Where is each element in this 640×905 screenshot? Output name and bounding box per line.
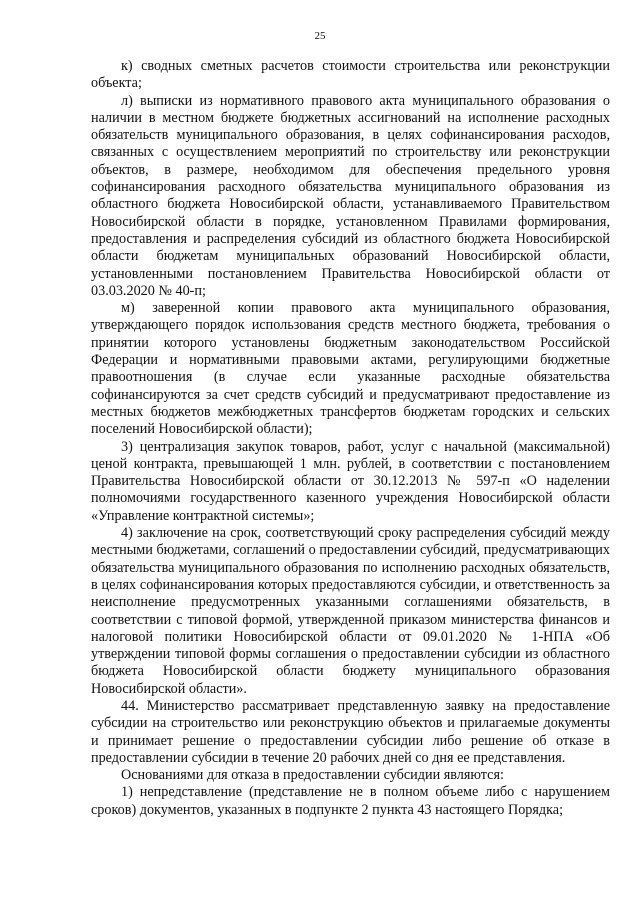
paragraph-k-summary-estimates: к) сводных сметных расчетов стоимости строительства или реконструкции объекта; — [91, 58, 610, 92]
paragraph-refusal-grounds-heading: Основаниями для отказа в предоставлении субсидии являются: — [121, 767, 504, 784]
paragraph-4-subsidy-agreements: 4) заключение на срок, соответствующий сроку распределения субсидий между местными бюджетами, соглашений о предоставлении субсидий, предусматривающих обязательства муниципального образования по исполнению расходных обязательств, в целях софинансирования которых предоставляются субсидии, и ответственность за неисполнение предусмотренных указанными соглашениями обязательств, в соответствии с типовой формой, утвержденной приказом министерства финансов и налоговой политики Новосибирской области от 09.01.2020 № 1-НПА «Об утверждении типовой формы соглашения о предоставлении субсидии из областного бюджета Новосибирской области бюджету муниципального образования Новосибирской области». — [91, 525, 610, 697]
paragraph-refusal-ground-1: 1) непредставление (представление не в полном объеме либо с нарушением сроков) документов, указанных в подпункте 2 пункта 43 настоящего Порядка; — [91, 784, 610, 818]
paragraph-l-budget-extract: л) выписки из нормативного правового акта муниципального образования о наличии в местном бюджете бюджетных ассигнований на исполнение расходных обязательств муниципального образования, в целях софинансирования расходов, связанных с осуществлением мероприятий по строительству или реконструкции объектов, в размере, необходимом для обеспечения предельного уровня софинансирования расходного обязательства муниципального образования из областного бюджета Новосибирской области, устанавливаемого Правительством Новосибирской области в порядке, установленном Правилами формирования, предоставления и распределения субсидий из областного бюджета Новосибирской области бюджетам муниципальных образований Новосибирской области, установленными постановлением Правительства Новосибирской области от 03.03.2020 № 40-п; — [91, 92, 610, 299]
paragraph-44-ministry-review: 44. Министерство рассматривает представленную заявку на предоставление субсидии на строительство или реконструкцию объектов и прилагаемые документы и принимает решение о предоставлении субсидии либо решение об отказе в предоставлении субсидии в течение 20 рабочих дней со дня ее представления. — [91, 697, 610, 766]
document-body — [91, 58, 610, 819]
paragraph-m-legal-act-copy: м) заверенной копии правового акта муниципального образования, утверждающего порядок использования средств местного бюджета, требования о принятии которого установлены бюджетным законодательством Российской Федерации и нормативными правовыми актами, регулирующими бюджетные правоотношения (в случае если указанные расходные обязательства софинансируются за счет средств субсидий и предусматривают предоставление из местных бюджетов межбюджетных трансфертов бюджетам городских и сельских поселений Новосибирской области); — [91, 300, 610, 438]
paragraph-3-procurement-centralization: 3) централизация закупок товаров, работ, услуг с начальной (максимальной) ценой контракта, превышающей 1 млн. рублей, в соответствии с постановлением Правительства Новосибирской области от 30.12.2013 № 597-п «О наделении полномочиями государственного казенного учреждения Новосибирской области «Управление контрактной системы»; — [91, 438, 610, 524]
page-number: 25 — [314, 30, 326, 42]
